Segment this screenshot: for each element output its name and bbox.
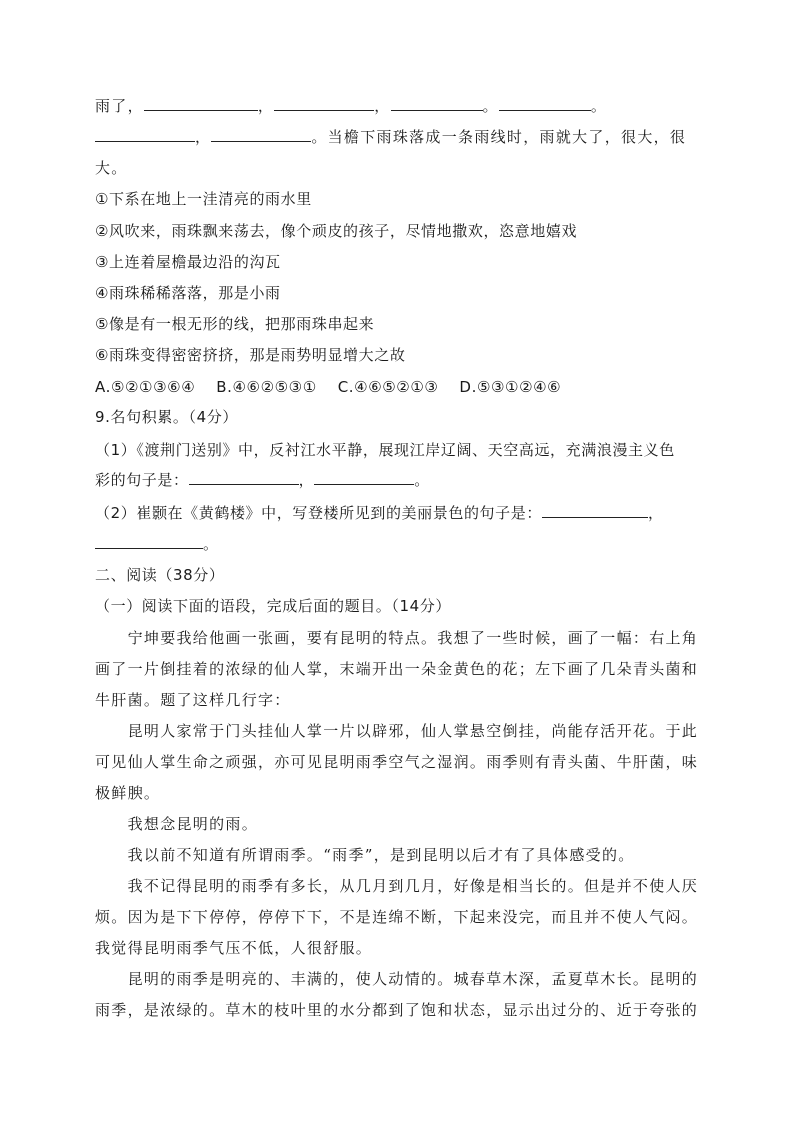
answer-blank[interactable] [189,470,299,485]
subsection-heading: （一）阅读下面的语段，完成后面的题目。（14分） [95,597,451,615]
passage-line: 烦。因为是下下停停，停停下下，不是连绵不断，下起来没完，而且并不使人气闷。 [95,908,699,926]
option-3: ③上连着屋檐最边沿的沟瓦 [95,253,281,271]
option-6: ⑥雨珠变得密密挤挤，那是雨势明显增大之故 [95,346,406,364]
prompt-text: 彩的句子是： [95,471,189,489]
fill-text: 大。 [95,159,128,177]
fill-sentence-line3 [95,158,128,178]
option-2: ②风吹来，雨珠飘来荡去，像个顽皮的孩子，尽情地撒欢，恣意地嬉戏 [95,222,578,240]
answer-blank[interactable] [542,503,648,518]
section-heading: 二、阅读（38分） [95,566,225,584]
answer-blank[interactable] [95,534,203,549]
fill-text: 雨了， [95,97,144,115]
question-9-part2 [95,503,664,523]
fill-end: 。 [203,535,219,553]
question-9-title: 9.名句积累。（4分） [95,408,238,426]
answer-blank[interactable] [391,96,483,111]
fill-end: 。 [590,97,608,115]
fill-end: 。 [414,471,430,489]
question-9-part1: （1）《渡荆门送别》中，反衬江水平静，展现江岸辽阔、天空高远，充满浪漫主义色 [95,441,675,459]
answer-blank[interactable] [211,127,311,142]
fill-sep: ， [195,128,212,146]
prompt-text: （2）崔颢在《黄鹤楼》中，写登楼所见到的美丽景色的句子是： [95,504,542,522]
passage-line: 我想念昆明的雨。 [95,815,259,833]
option-4: ④雨珠稀稀落落，那是小雨 [95,284,281,302]
passage-line: 可见仙人掌生命之顽强，亦可见昆明雨季空气之湿润。雨季则有青头菌、牛肝菌，味 [95,753,699,771]
passage-line: 画了一片倒挂着的浓绿的仙人掌，末端开出一朵金黄色的花；左下画了几朵青头菌和 [95,660,699,678]
passage-line: 我以前不知道有所谓雨季。“雨季”，是到昆明以后才有了具体感受的。 [95,846,635,864]
passage-line: 昆明人家常于门头挂仙人掌一片以辟邪，仙人掌悬空倒挂，尚能存活开花。于此 [95,722,699,740]
fill-sep: ， [647,504,664,522]
passage-line: 昆明的雨季是明亮的、丰满的，使人动情的。城春草木深，孟夏草木长。昆明的 [95,970,699,988]
passage-line: 雨季，是浓绿的。草木的枝叶里的水分都到了饱和状态，显示出过分的、近于夸张的 [95,1001,699,1019]
passage-line: 宁坤要我给他画一张画，要有昆明的特点。我想了一些时候，画了一幅：右上角 [95,629,699,647]
answer-blank[interactable] [314,470,414,485]
passage-line: 牛肝菌。题了这样几行字： [95,691,291,709]
fill-sep: ， [298,471,315,489]
passage-line: 我觉得昆明雨季气压不低，人很舒服。 [95,939,373,957]
fill-end: 。 [482,97,499,115]
answer-blank[interactable] [144,96,258,111]
option-1: ①下系在地上一洼清亮的雨水里 [95,190,312,208]
fill-text: 。当檐下雨珠落成一条雨线时，雨就大了，很大，很 [311,128,687,146]
fill-sentence-line1 [95,96,607,116]
answer-blank[interactable] [499,96,591,111]
answer-choices: A.⑤②①③⑥④ B.④⑥②⑤③① C.④⑥⑤②①③ D.⑤③①②④⑥ [95,378,562,396]
option-5: ⑤像是有一根无形的线，把那雨珠串起来 [95,315,375,333]
fill-sentence-line2 [95,127,686,147]
passage-line: 我不记得昆明的雨季有多长，从几月到几月，好像是相当长的。但是并不使人厌 [95,877,699,895]
fill-sep: ， [257,97,275,115]
question-9-part1-answer [95,470,430,490]
question-9-part2-answer [95,534,219,554]
passage-line: 极鲜腴。 [95,784,161,802]
answer-blank[interactable] [274,96,374,111]
answer-blank[interactable] [95,127,195,142]
fill-sep: ， [374,97,391,115]
